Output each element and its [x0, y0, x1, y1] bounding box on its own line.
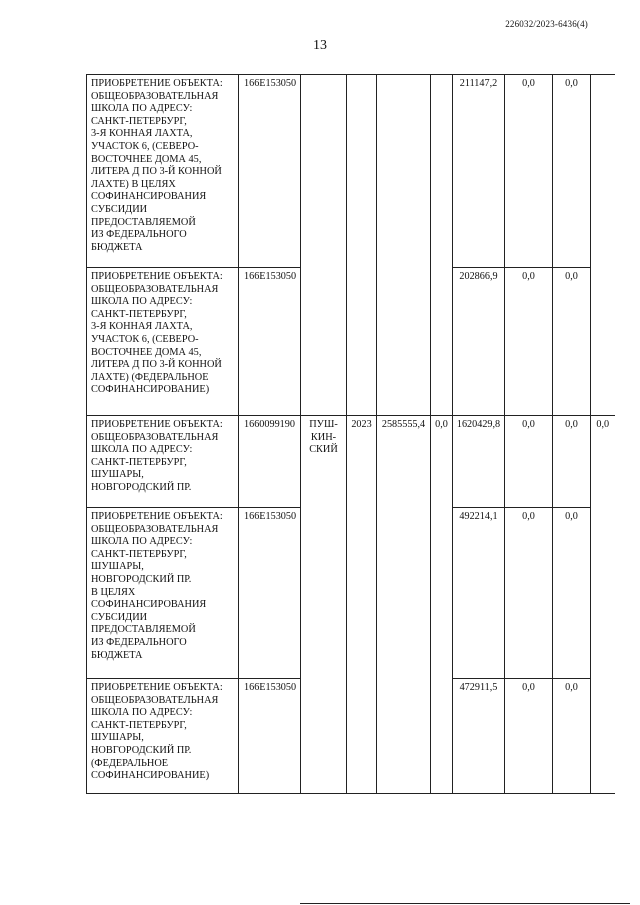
value-1: 0,0 — [505, 679, 553, 794]
budget-code: 1660099190 — [239, 416, 301, 508]
prior-funding: 0,0 — [431, 416, 453, 794]
amount-main: 211147,2 — [453, 75, 505, 268]
value-2: 0,0 — [553, 508, 591, 679]
object-name: ПРИОБРЕТЕНИЕ ОБЪЕКТА: ОБЩЕОБРАЗОВАТЕЛЬНАЯ ШКОЛА ПО АДРЕСУ: САНКТ-ПЕТЕРБУРГ, ШУШАРЫ, НОВГОРОДСКИЙ ПР. (ФЕДЕРАЛЬНОЕ СОФИНАНСИРОВАНИЕ) — [87, 679, 239, 794]
page-number: 13 — [313, 38, 327, 53]
cost-cell-empty — [377, 75, 431, 416]
estimated-cost: 2585555,4 — [377, 416, 431, 794]
object-name: ПРИОБРЕТЕНИЕ ОБЪЕКТА: ОБЩЕОБРАЗОВАТЕЛЬНАЯ ШКОЛА ПО АДРЕСУ: САНКТ-ПЕТЕРБУРГ, ШУШАРЫ, НОВГОРОДСКИЙ ПР. — [87, 416, 239, 508]
value-1: 0,0 — [505, 508, 553, 679]
value-3-empty — [591, 75, 615, 416]
value-1: 0,0 — [505, 268, 553, 416]
value-2: 0,0 — [553, 416, 591, 508]
document-number: 226032/2023-6436(4) — [505, 19, 588, 29]
budget-code: 166Е153050 — [239, 75, 301, 268]
prior-cell-empty — [431, 75, 453, 416]
budget-code: 166Е153050 — [239, 679, 301, 794]
footer-rule — [300, 903, 630, 904]
table-row — [87, 416, 615, 508]
value-2: 0,0 — [553, 268, 591, 416]
value-2: 0,0 — [553, 679, 591, 794]
object-name: ПРИОБРЕТЕНИЕ ОБЪЕКТА: ОБЩЕОБРАЗОВАТЕЛЬНАЯ ШКОЛА ПО АДРЕСУ: САНКТ-ПЕТЕРБУРГ, 3-Я КОННАЯ ЛАХТА, УЧАСТОК 6, (СЕВЕРО- ВОСТОЧНЕЕ ДОМА 45, ЛИТЕРА Д ПО 3-Й КОННОЙ ЛАХТЕ) В ЦЕЛЯХ СОФИНАНСИРОВАНИЯ СУБСИДИИ ПРЕДОСТАВЛЯЕМОЙ ИЗ ФЕДЕРАЛЬНОГО БЮДЖЕТА — [87, 75, 239, 268]
year-cell-empty — [347, 75, 377, 416]
value-1: 0,0 — [505, 416, 553, 508]
district: ПУШ- КИН- СКИЙ — [301, 416, 347, 794]
value-2: 0,0 — [553, 75, 591, 268]
table-row — [87, 75, 615, 268]
amount-main: 202866,9 — [453, 268, 505, 416]
amount-main: 472911,5 — [453, 679, 505, 794]
object-name: ПРИОБРЕТЕНИЕ ОБЪЕКТА: ОБЩЕОБРАЗОВАТЕЛЬНАЯ ШКОЛА ПО АДРЕСУ: САНКТ-ПЕТЕРБУРГ, ШУШАРЫ, НОВГОРОДСКИЙ ПР. В ЦЕЛЯХ СОФИНАНСИРОВАНИЯ СУБСИДИИ ПРЕДОСТАВЛЯЕМОЙ ИЗ ФЕДЕРАЛЬНОГО БЮДЖЕТА — [87, 508, 239, 679]
value-3: 0,0 — [591, 416, 615, 794]
amount-main: 1620429,8 — [453, 416, 505, 508]
amount-main: 492214,1 — [453, 508, 505, 679]
budget-table — [86, 74, 615, 794]
year: 2023 — [347, 416, 377, 794]
budget-code: 166Е153050 — [239, 508, 301, 679]
district-cell-empty — [301, 75, 347, 416]
budget-code: 166Е153050 — [239, 268, 301, 416]
object-name: ПРИОБРЕТЕНИЕ ОБЪЕКТА: ОБЩЕОБРАЗОВАТЕЛЬНАЯ ШКОЛА ПО АДРЕСУ: САНКТ-ПЕТЕРБУРГ, 3-Я КОННАЯ ЛАХТА, УЧАСТОК 6, (СЕВЕРО- ВОСТОЧНЕЕ ДОМА 45, ЛИТЕРА Д ПО 3-Й КОННОЙ ЛАХТЕ) (ФЕДЕРАЛЬНОЕ СОФИНАНСИРОВАНИЕ) — [87, 268, 239, 416]
value-1: 0,0 — [505, 75, 553, 268]
